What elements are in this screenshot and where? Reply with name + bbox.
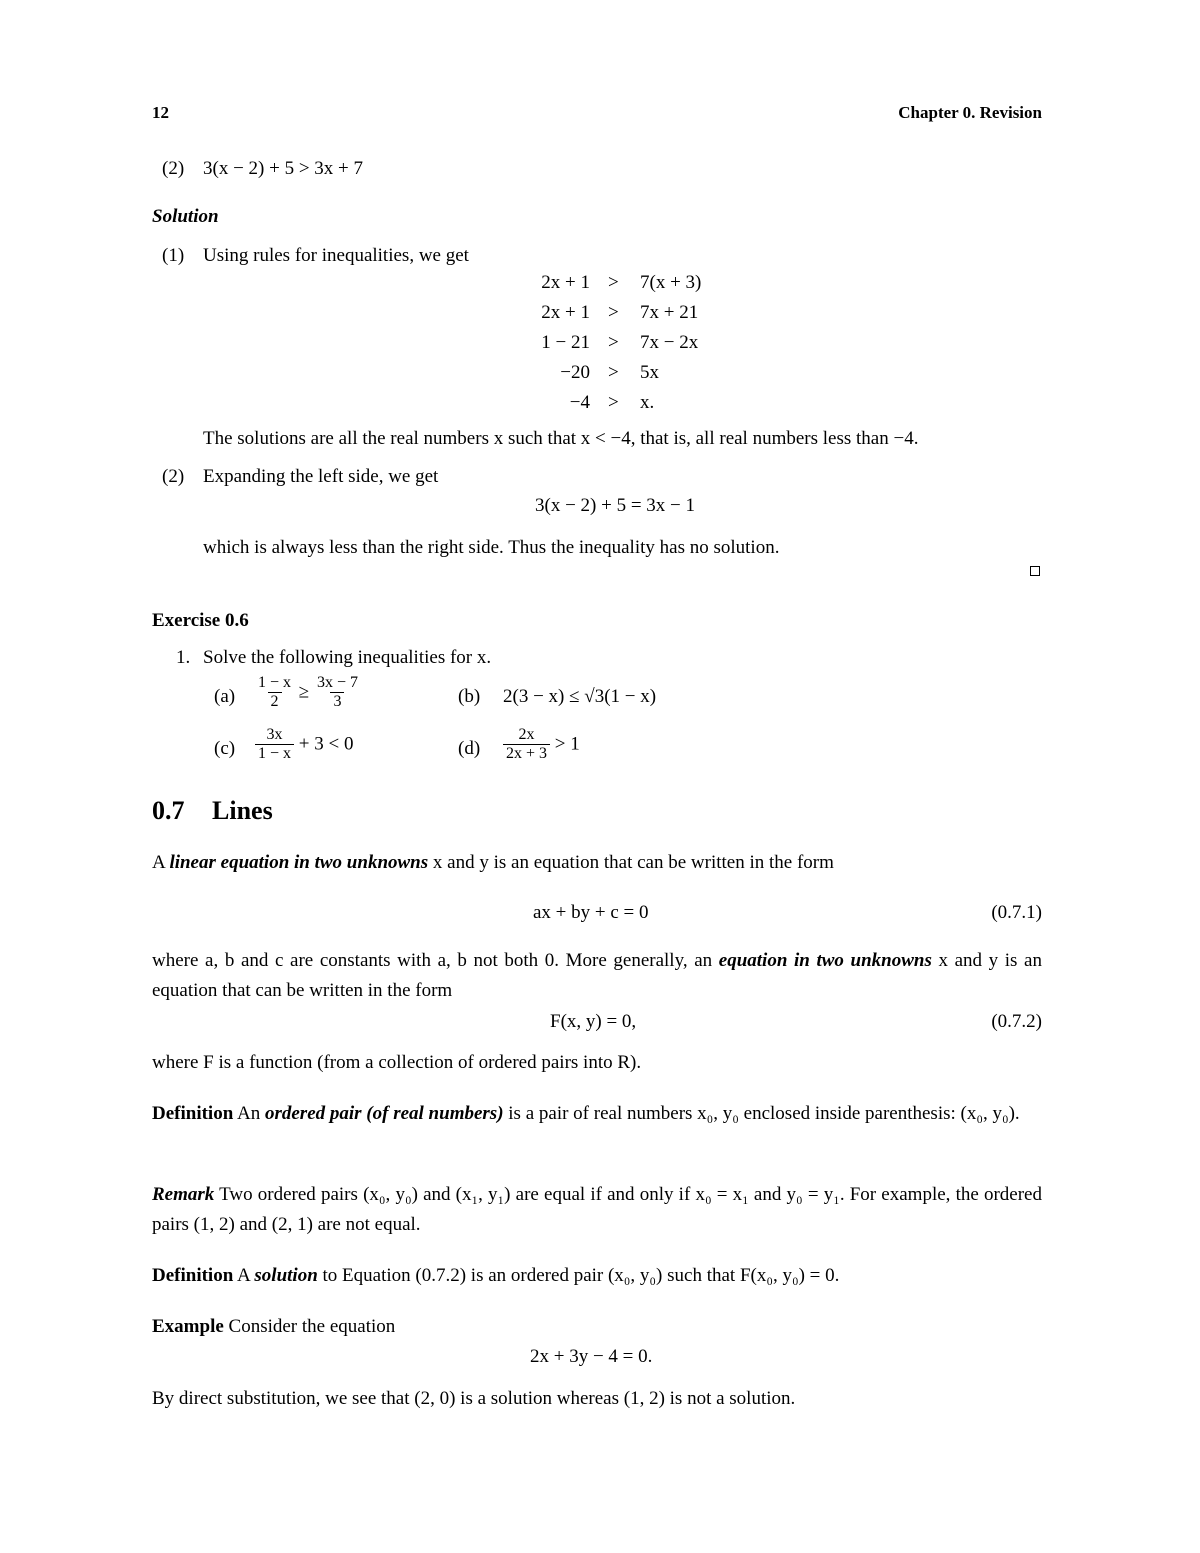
- example-equation: 2x + 3y − 4 = 0.: [530, 1346, 653, 1367]
- linear-equation-paragraph: [152, 852, 834, 875]
- derivation-lhs-5: −4: [569, 392, 590, 413]
- text: x and y is an equation that can be written in the form: [152, 950, 1042, 1001]
- derivation-rhs-2: 7x + 21: [640, 302, 699, 323]
- fraction: [255, 674, 294, 712]
- derivation-lhs-3: 1 − 21: [541, 332, 590, 353]
- equation-tag-0-7-1: (0.7.1): [991, 902, 1042, 923]
- exercise-part-a-label: (a): [214, 686, 236, 707]
- derivation-rhs-3: 7x − 2x: [640, 332, 699, 353]
- text: A: [152, 852, 170, 873]
- derivation-rhs-4: 5x: [640, 362, 659, 383]
- remark-paragraph: [152, 1180, 1042, 1240]
- text: x and y is an equation that can be written in the form: [428, 852, 834, 873]
- derivation-rel-2: >: [608, 302, 619, 323]
- term: linear equation in two unknowns: [169, 852, 429, 873]
- equation-0-7-2: F(x, y) = 0,: [550, 1011, 637, 1032]
- general-equation-paragraph: [152, 946, 1042, 1006]
- exercise-part-c-label: (c): [214, 738, 236, 759]
- derivation-rel-5: >: [608, 392, 619, 413]
- definition-heading: Definition: [152, 1265, 234, 1286]
- exercise-part-a-expression: [255, 674, 361, 712]
- numerator: 3x − 7: [316, 674, 358, 691]
- numerator: 3x: [266, 726, 283, 743]
- derivation-rhs-5: x.: [640, 392, 655, 413]
- numerator: 2x: [518, 726, 535, 743]
- fraction: [314, 674, 361, 712]
- derivation-rel-4: >: [608, 362, 619, 383]
- solution-part-2-conclusion: which is always less than the right side. Thus the inequality has no solution.: [203, 537, 780, 558]
- example-heading: Example: [152, 1316, 224, 1337]
- derivation-rel-3: >: [608, 332, 619, 353]
- remark-heading: Remark: [152, 1184, 215, 1205]
- exercise-part-d-label: (d): [458, 738, 481, 759]
- derivation-rhs-1: 7(x + 3): [640, 272, 702, 293]
- solution-part-1-label: (1): [162, 245, 185, 266]
- derivation-lhs-1: 2x + 1: [541, 272, 590, 293]
- exercise-part-d-expression: [503, 726, 580, 764]
- exercise-heading: Exercise 0.6: [152, 610, 249, 631]
- text: A: [233, 1265, 255, 1286]
- solution-part-2-equation: 3(x − 2) + 5 = 3x − 1: [535, 495, 696, 516]
- numerator: 1 − x: [258, 674, 292, 691]
- denominator: 2x + 3: [503, 744, 550, 763]
- equation-0-7-1: ax + by + c = 0: [533, 902, 649, 923]
- exercise-item-number: 1.: [176, 647, 191, 668]
- text: to Equation (0.7.2) is an ordered pair (x₀, y₀) such that F(x₀, y₀) = 0.: [317, 1265, 840, 1286]
- text: where a, b and c are constants with a, b not both 0. More generally, an: [152, 950, 719, 971]
- solution-part-2-label: (2): [162, 466, 185, 487]
- text: An: [233, 1103, 265, 1124]
- derivation-lhs-4: −20: [560, 362, 590, 383]
- example-paragraph: [152, 1316, 395, 1339]
- function-paragraph: where F is a function (from a collection of ordered pairs into R).: [152, 1052, 642, 1073]
- definition-ordered-pair: [152, 1099, 1042, 1129]
- denominator: 1 − x: [255, 744, 294, 763]
- term: equation in two unknowns: [718, 950, 932, 971]
- solution-part-1-intro: Using rules for inequalities, we get: [203, 245, 469, 266]
- derivation-rel-1: >: [608, 272, 619, 293]
- section-number: 0.7: [152, 796, 185, 825]
- problem-item-2-label: (2): [162, 158, 185, 179]
- example-conclusion: By direct substitution, we see that (2, 0) is a solution whereas (1, 2) is not a solution.: [152, 1388, 796, 1409]
- exercise-part-b-expression: 2(3 − x) ≤ √3(1 − x): [503, 686, 657, 707]
- denominator: 3: [330, 692, 344, 711]
- exercise-item-text: Solve the following inequalities for x.: [203, 647, 492, 668]
- end-of-proof-icon: [1030, 566, 1040, 576]
- text: is a pair of real numbers x₀, y₀ enclosed inside parenthesis: (x₀, y₀).: [503, 1103, 1020, 1124]
- exercise-part-b-label: (b): [458, 686, 481, 707]
- problem-item-2-expression: 3(x − 2) + 5 > 3x + 7: [203, 158, 364, 179]
- denominator: 2: [268, 692, 282, 711]
- term: ordered pair (of real numbers): [264, 1103, 504, 1124]
- relation-symbol: ≥: [298, 681, 310, 703]
- section-title: Lines: [212, 796, 273, 825]
- definition-heading: Definition: [152, 1103, 234, 1124]
- text: Consider the equation: [223, 1316, 396, 1337]
- exercise-part-c-expression: [255, 726, 353, 764]
- solution-part-1-conclusion: The solutions are all the real numbers x such that x < −4, that is, all real numbers less than −4.: [203, 428, 919, 449]
- derivation-lhs-2: 2x + 1: [541, 302, 590, 323]
- running-header: Chapter 0. Revision: [898, 103, 1042, 122]
- fraction: [503, 726, 550, 764]
- fraction: [255, 726, 294, 764]
- page-number: 12: [152, 103, 169, 122]
- text: Two ordered pairs (x₀, y₀) and (x₁, y₁) are equal if and only if x₀ = x₁ and y₀ = y₁. For example, the ordered pairs (1, 2) and (2, 1) are not equal.: [152, 1184, 1042, 1235]
- solution-heading: Solution: [152, 206, 219, 227]
- equation-tag-0-7-2: (0.7.2): [991, 1011, 1042, 1032]
- solution-part-2-intro: Expanding the left side, we get: [203, 466, 439, 487]
- expression-rest: > 1: [554, 733, 580, 755]
- expression-rest: + 3 < 0: [298, 733, 354, 755]
- term: solution: [254, 1265, 318, 1286]
- definition-solution: [152, 1265, 839, 1288]
